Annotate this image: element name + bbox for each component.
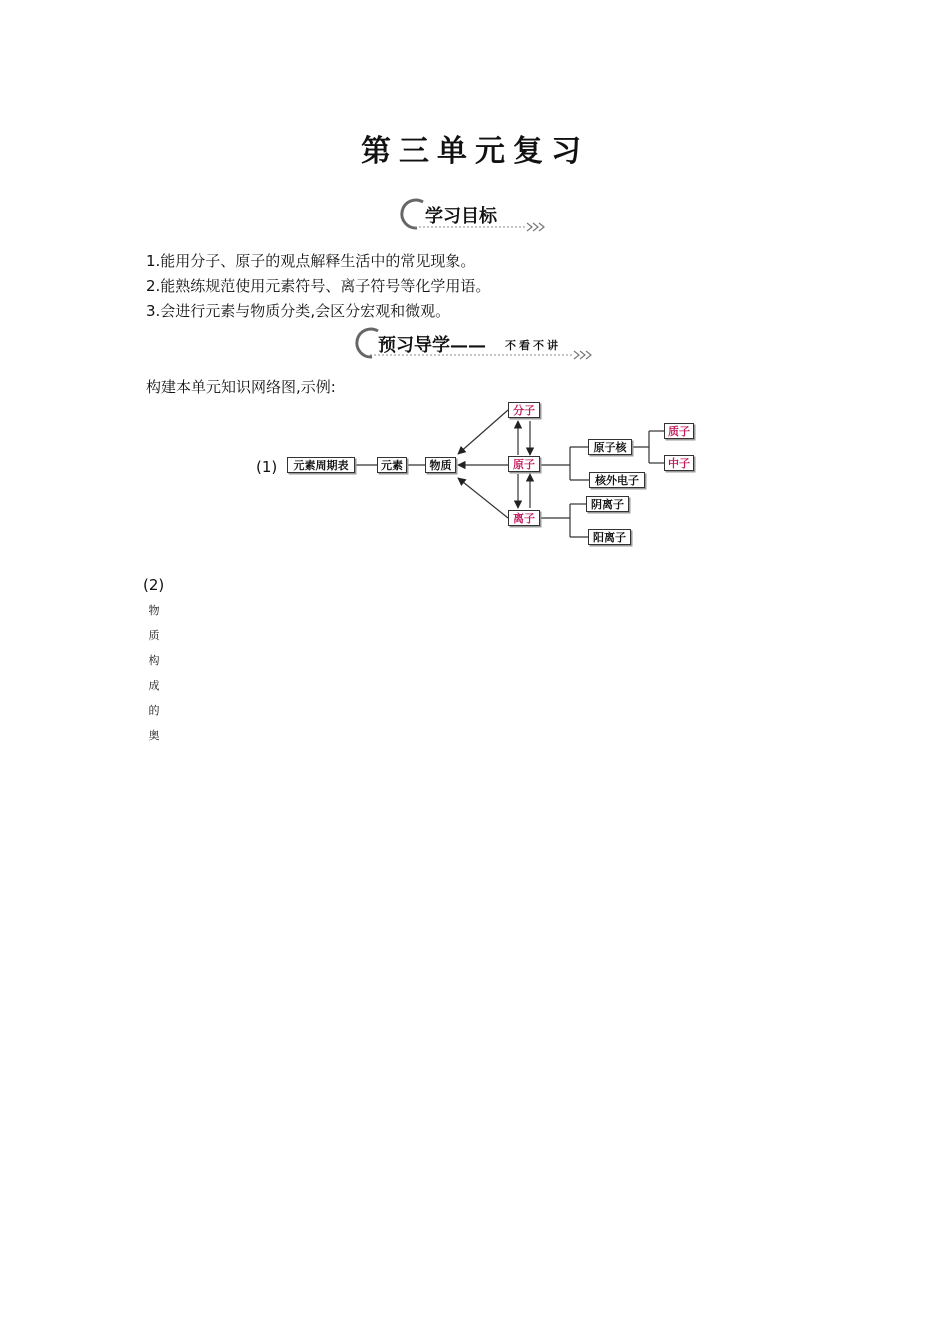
vertical-char: 成 xyxy=(148,679,160,692)
arrow-molecule-substance xyxy=(458,410,508,454)
node-ion: 离子 xyxy=(508,510,540,526)
goal-item: 3.会进行元素与物质分类,会区分宏观和微观。 xyxy=(146,302,451,320)
node-nucleus: 原子核 xyxy=(588,439,632,455)
node-anion: 阴离子 xyxy=(586,496,629,512)
node-neutron: 中子 xyxy=(664,455,694,471)
goal-item: 1.能用分子、原子的观点解释生活中的常见现象。 xyxy=(146,252,476,270)
vertical-char: 物 xyxy=(148,604,160,617)
node-electron: 核外电子 xyxy=(589,472,645,488)
goal-item: 2.能熟练规范使用元素符号、离子符号等化学用语。 xyxy=(146,277,491,295)
node-proton: 质子 xyxy=(664,423,694,439)
node-atom: 原子 xyxy=(508,456,540,472)
vertical-char: 奥 xyxy=(148,729,160,742)
node-cation: 阳离子 xyxy=(588,529,631,545)
vertical-char: 质 xyxy=(148,629,160,642)
vertical-char: 构 xyxy=(148,654,160,667)
knowledge-network-lines xyxy=(0,0,950,600)
node-periodic-table: 元素周期表 xyxy=(287,457,355,473)
part2-label: (2) xyxy=(143,576,165,594)
node-molecule: 分子 xyxy=(508,402,540,418)
section-title-goals: 学习目标 xyxy=(425,206,497,227)
section-subtitle-preview: 不看不讲 xyxy=(505,339,561,352)
node-substance: 物质 xyxy=(425,457,456,473)
arrow-ion-substance xyxy=(458,478,508,518)
page-title: 第三单元复习 xyxy=(361,134,589,169)
diagram-label: (1) xyxy=(256,458,278,476)
section-title-preview: 预习导学—— xyxy=(378,335,486,356)
node-element: 元素 xyxy=(377,457,407,473)
intro-text: 构建本单元知识网络图,示例: xyxy=(146,378,336,396)
vertical-char: 的 xyxy=(148,704,160,717)
